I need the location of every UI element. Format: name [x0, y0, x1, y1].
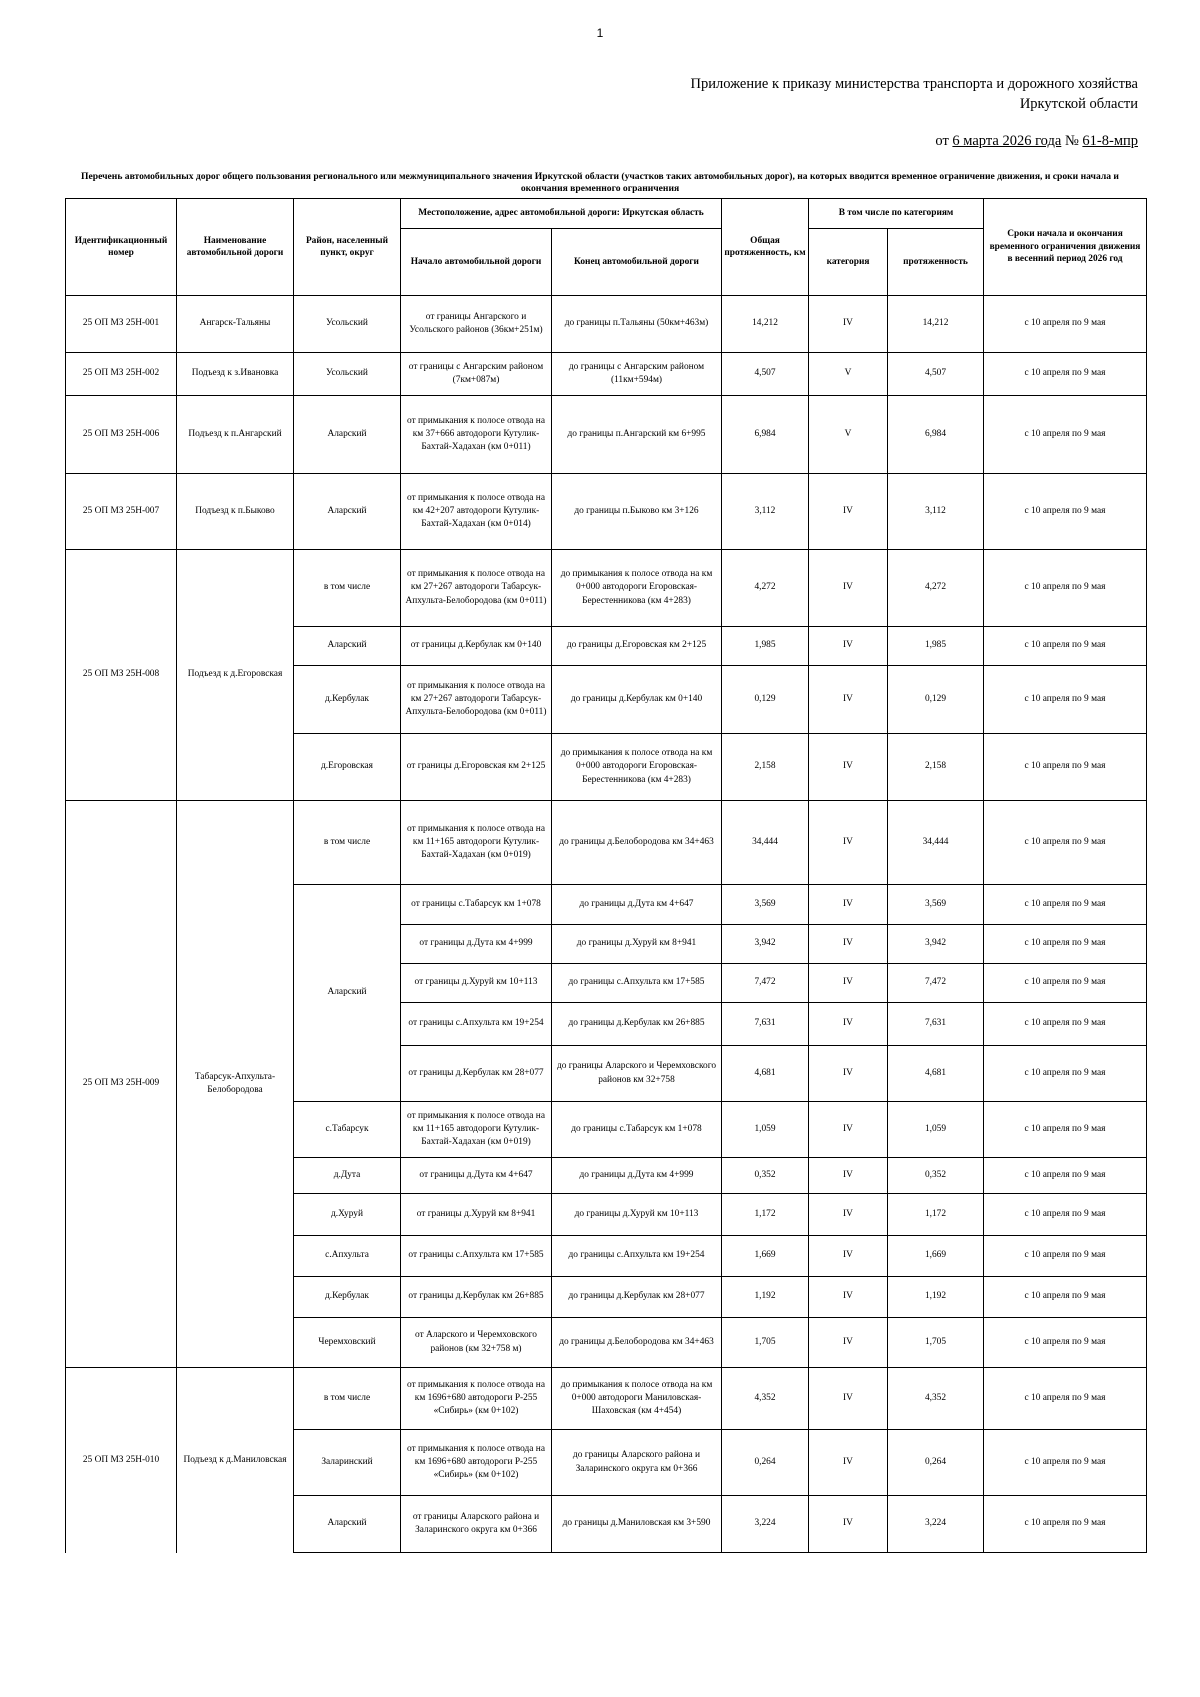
cell-end: до границы п.Ангарский км 6+995 — [552, 396, 722, 474]
cell-start: от границы с.Табарсук км 1+078 — [401, 885, 552, 925]
cell-start: от границы д.Дута км 4+999 — [401, 925, 552, 964]
cell-end: до примыкания к полосе отвода на км 0+000 автодороги Егоровская-Берестенникова (км 4+283) — [552, 734, 722, 801]
cell-period: с 10 апреля по 9 мая — [984, 550, 1147, 627]
table-body — [66, 296, 1147, 1553]
cell-start: от границы д.Егоровская км 2+125 — [401, 734, 552, 801]
column-header-id: Идентификационный номер — [66, 199, 177, 296]
cell-total: 4,681 — [722, 1046, 809, 1102]
cell-category: V — [809, 396, 888, 474]
cell-road-name: Табарсук-Апхульта-Белобородова — [177, 801, 294, 1368]
table-row — [66, 474, 1147, 550]
cell-length: 4,352 — [888, 1368, 984, 1430]
cell-total: 4,352 — [722, 1368, 809, 1430]
cell-end: до границы Аларского и Черемховского районов км 32+758 — [552, 1046, 722, 1102]
cell-period: с 10 апреля по 9 мая — [984, 885, 1147, 925]
cell-length: 3,224 — [888, 1496, 984, 1553]
cell-total: 6,984 — [722, 396, 809, 474]
cell-start: от примыкания к полосе отвода на км 1696+680 автодороги Р-255 «Сибирь» (км 0+102) — [401, 1430, 552, 1496]
cell-start: от примыкания к полосе отвода на км 27+267 автодороги Табарсук-Апхульта-Белобородова (км 0+011) — [401, 666, 552, 734]
table-row — [66, 1368, 1147, 1430]
cell-total: 1,059 — [722, 1102, 809, 1158]
cell-total: 4,507 — [722, 353, 809, 396]
cell-length: 1,192 — [888, 1277, 984, 1318]
table-row — [66, 396, 1147, 474]
cell-total: 4,272 — [722, 550, 809, 627]
cell-category: IV — [809, 1318, 888, 1368]
cell-start: от границы с.Апхульта км 17+585 — [401, 1236, 552, 1277]
cell-total: 0,352 — [722, 1158, 809, 1194]
cell-total: 0,129 — [722, 666, 809, 734]
cell-district: д.Кербулак — [294, 666, 401, 734]
cell-start: от границы д.Кербулак км 0+140 — [401, 627, 552, 666]
order-reference — [935, 133, 1138, 150]
cell-length: 3,942 — [888, 925, 984, 964]
column-header-end: Конец автомобильной дороги — [552, 229, 722, 296]
cell-district: Аларский — [294, 396, 401, 474]
cell-period: с 10 апреля по 9 мая — [984, 1277, 1147, 1318]
cell-end: до примыкания к полосе отвода на км 0+000 автодороги Маниловская-Шаховская (км 4+454) — [552, 1368, 722, 1430]
cell-period: с 10 апреля по 9 мая — [984, 734, 1147, 801]
document-header — [691, 74, 1139, 114]
document-title: Перечень автомобильных дорог общего пользования регионального или межмуниципального значения Иркутской области (участков таких автомобильных дорог), на которых вводится временное ограничение движения, и сроки начала и окончания временного ограничения — [81, 171, 1119, 194]
cell-district: Аларский — [294, 885, 401, 1102]
cell-district: Аларский — [294, 1496, 401, 1553]
cell-district: Аларский — [294, 627, 401, 666]
cell-road-id: 25 ОП МЗ 25Н-008 — [66, 550, 177, 801]
cell-end: до границы д.Кербулак км 28+077 — [552, 1277, 722, 1318]
cell-period: с 10 апреля по 9 мая — [984, 1158, 1147, 1194]
cell-end: до границы д.Белобородова км 34+463 — [552, 801, 722, 885]
cell-district: в том числе — [294, 1368, 401, 1430]
page-number: 1 — [596, 26, 604, 40]
cell-total: 3,569 — [722, 885, 809, 925]
column-header-length: протяженность — [888, 229, 984, 296]
cell-end: до границы д.Белобородова км 34+463 — [552, 1318, 722, 1368]
cell-category: IV — [809, 801, 888, 885]
cell-district: д.Хуруй — [294, 1194, 401, 1236]
cell-category: IV — [809, 474, 888, 550]
cell-road-name: Подъезд к п.Ангарский — [177, 396, 294, 474]
cell-period: с 10 апреля по 9 мая — [984, 474, 1147, 550]
cell-start: от Аларского и Черемховского районов (км 32+758 м) — [401, 1318, 552, 1368]
cell-total: 3,224 — [722, 1496, 809, 1553]
cell-length: 0,352 — [888, 1158, 984, 1194]
cell-road-id: 25 ОП МЗ 25Н-009 — [66, 801, 177, 1368]
column-header-category: категория — [809, 229, 888, 296]
cell-road-name: Подъезд к з.Ивановка — [177, 353, 294, 396]
cell-period: с 10 апреля по 9 мая — [984, 1368, 1147, 1430]
column-header-district: Район, населенный пункт, округ — [294, 199, 401, 296]
table-header — [66, 199, 1147, 296]
cell-period: с 10 апреля по 9 мая — [984, 1194, 1147, 1236]
cell-category: IV — [809, 666, 888, 734]
cell-district: Черемховский — [294, 1318, 401, 1368]
cell-length: 1,059 — [888, 1102, 984, 1158]
column-header-start: Начало автомобильной дороги — [401, 229, 552, 296]
cell-length: 1,172 — [888, 1194, 984, 1236]
cell-start: от границы д.Дута км 4+647 — [401, 1158, 552, 1194]
cell-district: в том числе — [294, 801, 401, 885]
cell-road-id: 25 ОП МЗ 25Н-007 — [66, 474, 177, 550]
column-header-name: Наименование автомобильной дороги — [177, 199, 294, 296]
cell-category: IV — [809, 1368, 888, 1430]
column-header-incl: В том числе по категориям — [809, 199, 984, 229]
cell-length: 4,272 — [888, 550, 984, 627]
cell-length: 1,669 — [888, 1236, 984, 1277]
cell-total: 1,705 — [722, 1318, 809, 1368]
cell-category: V — [809, 353, 888, 396]
order-prefix: от — [935, 133, 953, 149]
cell-length: 4,681 — [888, 1046, 984, 1102]
cell-period: с 10 апреля по 9 мая — [984, 396, 1147, 474]
cell-start: от примыкания к полосе отвода на км 11+165 автодороги Кутулик-Бахтай-Хадахан (км 0+019) — [401, 1102, 552, 1158]
cell-road-name: Подъезд к д.Егоровская — [177, 550, 294, 801]
cell-end: до границы д.Кербулак км 0+140 — [552, 666, 722, 734]
cell-end: до границы с.Апхульта км 17+585 — [552, 964, 722, 1003]
cell-end: до границы с.Апхульта км 19+254 — [552, 1236, 722, 1277]
cell-category: IV — [809, 1496, 888, 1553]
cell-district: Аларский — [294, 474, 401, 550]
cell-district: д.Кербулак — [294, 1277, 401, 1318]
roads-table — [65, 198, 1147, 1553]
cell-category: IV — [809, 1236, 888, 1277]
cell-total: 1,985 — [722, 627, 809, 666]
cell-category: IV — [809, 550, 888, 627]
cell-end: до границы д.Маниловская км 3+590 — [552, 1496, 722, 1553]
order-number: 61-8-мпр — [1082, 133, 1138, 149]
table-row — [66, 801, 1147, 885]
cell-end: до границы д.Дута км 4+647 — [552, 885, 722, 925]
column-header-total: Общая протяженность, км — [722, 199, 809, 296]
cell-length: 0,264 — [888, 1430, 984, 1496]
cell-start: от границы Аларского района и Заларинского округа км 0+366 — [401, 1496, 552, 1553]
cell-end: до границы д.Дута км 4+999 — [552, 1158, 722, 1194]
header-line-2: Иркутской области — [1019, 96, 1138, 112]
cell-period: с 10 апреля по 9 мая — [984, 1430, 1147, 1496]
table-row — [66, 353, 1147, 396]
cell-start: от границы Ангарского и Усольского районов (36км+251м) — [401, 296, 552, 353]
cell-end: до границы д.Хуруй км 10+113 — [552, 1194, 722, 1236]
cell-category: IV — [809, 1046, 888, 1102]
cell-period: с 10 апреля по 9 мая — [984, 1046, 1147, 1102]
cell-length: 3,569 — [888, 885, 984, 925]
cell-road-name: Подъезд к п.Быково — [177, 474, 294, 550]
cell-district: д.Егоровская — [294, 734, 401, 801]
cell-end: до границы с Ангарским районом (11км+594м) — [552, 353, 722, 396]
cell-length: 6,984 — [888, 396, 984, 474]
cell-district: Усольский — [294, 353, 401, 396]
column-header-location: Местоположение, адрес автомобильной дороги: Иркутская область — [401, 199, 722, 229]
cell-end: до границы п.Тальяны (50км+463м) — [552, 296, 722, 353]
cell-total: 0,264 — [722, 1430, 809, 1496]
order-date: 6 марта 2026 года — [952, 133, 1062, 149]
cell-period: с 10 апреля по 9 мая — [984, 627, 1147, 666]
cell-district: с.Табарсук — [294, 1102, 401, 1158]
header-line-1: Приложение к приказу министерства транспорта и дорожного хозяйства — [690, 76, 1138, 92]
cell-end: до границы д.Хуруй км 8+941 — [552, 925, 722, 964]
cell-length: 7,631 — [888, 1003, 984, 1046]
cell-start: от границы д.Кербулак км 28+077 — [401, 1046, 552, 1102]
cell-category: IV — [809, 885, 888, 925]
cell-district: Заларинский — [294, 1430, 401, 1496]
cell-category: IV — [809, 1158, 888, 1194]
cell-start: от границы с.Апхульта км 19+254 — [401, 1003, 552, 1046]
cell-total: 3,112 — [722, 474, 809, 550]
cell-start: от границы д.Хуруй км 10+113 — [401, 964, 552, 1003]
cell-total: 34,444 — [722, 801, 809, 885]
cell-length: 2,158 — [888, 734, 984, 801]
cell-start: от границы д.Хуруй км 8+941 — [401, 1194, 552, 1236]
cell-period: с 10 апреля по 9 мая — [984, 1318, 1147, 1368]
cell-road-name: Подъезд к д.Маниловская — [177, 1368, 294, 1553]
cell-road-name: Ангарск-Тальяны — [177, 296, 294, 353]
cell-length: 0,129 — [888, 666, 984, 734]
cell-period: с 10 апреля по 9 мая — [984, 353, 1147, 396]
cell-road-id: 25 ОП МЗ 25Н-001 — [66, 296, 177, 353]
cell-district: в том числе — [294, 550, 401, 627]
cell-period: с 10 апреля по 9 мая — [984, 1496, 1147, 1553]
cell-length: 3,112 — [888, 474, 984, 550]
cell-total: 7,631 — [722, 1003, 809, 1046]
cell-category: IV — [809, 627, 888, 666]
cell-length: 4,507 — [888, 353, 984, 396]
cell-start: от примыкания к полосе отвода на км 27+267 автодороги Табарсук-Апхульта-Белобородова (км 0+011) — [401, 550, 552, 627]
cell-end: до границы д.Кербулак км 26+885 — [552, 1003, 722, 1046]
cell-length: 7,472 — [888, 964, 984, 1003]
cell-category: IV — [809, 734, 888, 801]
cell-start: от примыкания к полосе отвода на км 11+165 автодороги Кутулик-Бахтай-Хадахан (км 0+019) — [401, 801, 552, 885]
cell-total: 1,172 — [722, 1194, 809, 1236]
cell-length: 34,444 — [888, 801, 984, 885]
cell-start: от примыкания к полосе отвода на км 42+207 автодороги Кутулик-Бахтай-Хадахан (км 0+014) — [401, 474, 552, 550]
cell-road-id: 25 ОП МЗ 25Н-010 — [66, 1368, 177, 1553]
cell-period: с 10 апреля по 9 мая — [984, 1236, 1147, 1277]
cell-period: с 10 апреля по 9 мая — [984, 296, 1147, 353]
cell-total: 2,158 — [722, 734, 809, 801]
cell-road-id: 25 ОП МЗ 25Н-002 — [66, 353, 177, 396]
cell-period: с 10 апреля по 9 мая — [984, 1102, 1147, 1158]
cell-length: 14,212 — [888, 296, 984, 353]
cell-end: до границы с.Табарсук км 1+078 — [552, 1102, 722, 1158]
cell-category: IV — [809, 1277, 888, 1318]
cell-end: до границы п.Быково км 3+126 — [552, 474, 722, 550]
table-row — [66, 296, 1147, 353]
cell-total: 1,669 — [722, 1236, 809, 1277]
cell-district: с.Апхульта — [294, 1236, 401, 1277]
column-header-period: Сроки начала и окончания временного ограничения движения в весенний период 2026 год — [984, 199, 1147, 296]
cell-start: от границы д.Кербулак км 26+885 — [401, 1277, 552, 1318]
cell-length: 1,985 — [888, 627, 984, 666]
cell-category: IV — [809, 1194, 888, 1236]
cell-period: с 10 апреля по 9 мая — [984, 801, 1147, 885]
cell-category: IV — [809, 925, 888, 964]
cell-period: с 10 апреля по 9 мая — [984, 964, 1147, 1003]
cell-district: д.Дута — [294, 1158, 401, 1194]
cell-period: с 10 апреля по 9 мая — [984, 925, 1147, 964]
cell-category: IV — [809, 1430, 888, 1496]
order-number-sign: № — [1061, 133, 1083, 149]
cell-category: IV — [809, 1003, 888, 1046]
cell-total: 14,212 — [722, 296, 809, 353]
cell-category: IV — [809, 964, 888, 1003]
cell-length: 1,705 — [888, 1318, 984, 1368]
cell-district: Усольский — [294, 296, 401, 353]
cell-end: до границы Аларского района и Заларинского округа км 0+366 — [552, 1430, 722, 1496]
cell-start: от примыкания к полосе отвода на км 37+666 автодороги Кутулик-Бахтай-Хадахан (км 0+011) — [401, 396, 552, 474]
cell-end: до примыкания к полосе отвода на км 0+000 автодороги Егоровская-Берестенникова (км 4+283) — [552, 550, 722, 627]
cell-total: 1,192 — [722, 1277, 809, 1318]
cell-category: IV — [809, 296, 888, 353]
cell-period: с 10 апреля по 9 мая — [984, 1003, 1147, 1046]
table-row — [66, 550, 1147, 627]
cell-total: 7,472 — [722, 964, 809, 1003]
cell-period: с 10 апреля по 9 мая — [984, 666, 1147, 734]
cell-end: до границы д.Егоровская км 2+125 — [552, 627, 722, 666]
cell-start: от примыкания к полосе отвода на км 1696+680 автодороги Р-255 «Сибирь» (км 0+102) — [401, 1368, 552, 1430]
cell-category: IV — [809, 1102, 888, 1158]
cell-road-id: 25 ОП МЗ 25Н-006 — [66, 396, 177, 474]
cell-total: 3,942 — [722, 925, 809, 964]
cell-start: от границы с Ангарским районом (7км+087м) — [401, 353, 552, 396]
